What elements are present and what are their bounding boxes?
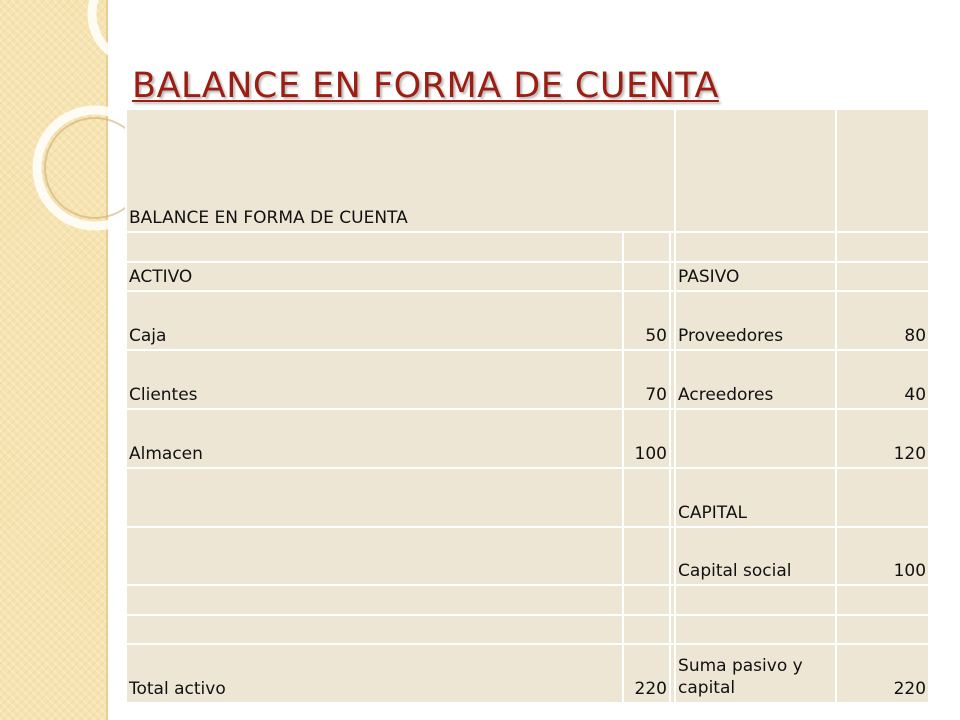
- table-row: [126, 232, 929, 262]
- table-cell: [675, 232, 836, 262]
- table-cell: [623, 615, 670, 644]
- capital-label: CAPITAL: [675, 468, 836, 527]
- activo-item-value: 100: [623, 409, 670, 468]
- table-cell: [836, 232, 929, 262]
- table-cell: [836, 585, 929, 615]
- pasivo-item-name: Proveedores: [675, 291, 836, 350]
- pasivo-subtotal-value: 120: [836, 409, 929, 468]
- total-pasivo-label: Suma pasivo y capital: [675, 644, 836, 703]
- activo-item-name: Clientes: [126, 350, 623, 409]
- total-pasivo-value: 220: [836, 644, 929, 703]
- table-cell: [675, 109, 836, 232]
- table-cell: [623, 527, 670, 585]
- pasivo-label: PASIVO: [675, 262, 836, 291]
- capital-item-value: 100: [836, 527, 929, 585]
- table-cell: [126, 468, 623, 527]
- pasivo-item-value: 40: [836, 350, 929, 409]
- table-cell: [126, 527, 623, 585]
- pasivo-item-name: Acreedores: [675, 350, 836, 409]
- pasivo-item-name: [675, 409, 836, 468]
- pasivo-item-value: 80: [836, 291, 929, 350]
- balance-table: [125, 108, 930, 704]
- total-row: [126, 644, 929, 703]
- activo-item-name: Almacen: [126, 409, 623, 468]
- table-cell: [836, 262, 929, 291]
- table-cell: [623, 232, 670, 262]
- table-header-cell: BALANCE EN FORMA DE CUENTA: [126, 109, 675, 232]
- table-header-row: [126, 109, 929, 232]
- capital-label-row: [126, 468, 929, 527]
- total-activo-value: 220: [623, 644, 670, 703]
- table-row: [126, 350, 929, 409]
- activo-item-name: Caja: [126, 291, 623, 350]
- table-cell: [836, 615, 929, 644]
- table-cell: [623, 585, 670, 615]
- table-cell: [126, 585, 623, 615]
- table-cell: [126, 615, 623, 644]
- table-cell: [675, 615, 836, 644]
- table-row: [126, 615, 929, 644]
- table-cell: [836, 109, 929, 232]
- slide-title: BALANCE EN FORMA DE CUENTA: [132, 66, 719, 106]
- table-cell: [836, 468, 929, 527]
- section-label-row: [126, 262, 929, 291]
- activo-item-value: 50: [623, 291, 670, 350]
- table-row: [126, 409, 929, 468]
- table-row: [126, 291, 929, 350]
- table-cell: [126, 232, 623, 262]
- activo-label: ACTIVO: [126, 262, 623, 291]
- table-cell: [623, 468, 670, 527]
- total-activo-label: Total activo: [126, 644, 623, 703]
- capital-item-name: Capital social: [675, 527, 836, 585]
- table-cell: [675, 585, 836, 615]
- activo-item-value: 70: [623, 350, 670, 409]
- table-row: [126, 585, 929, 615]
- table-row: [126, 527, 929, 585]
- table-cell: [623, 262, 670, 291]
